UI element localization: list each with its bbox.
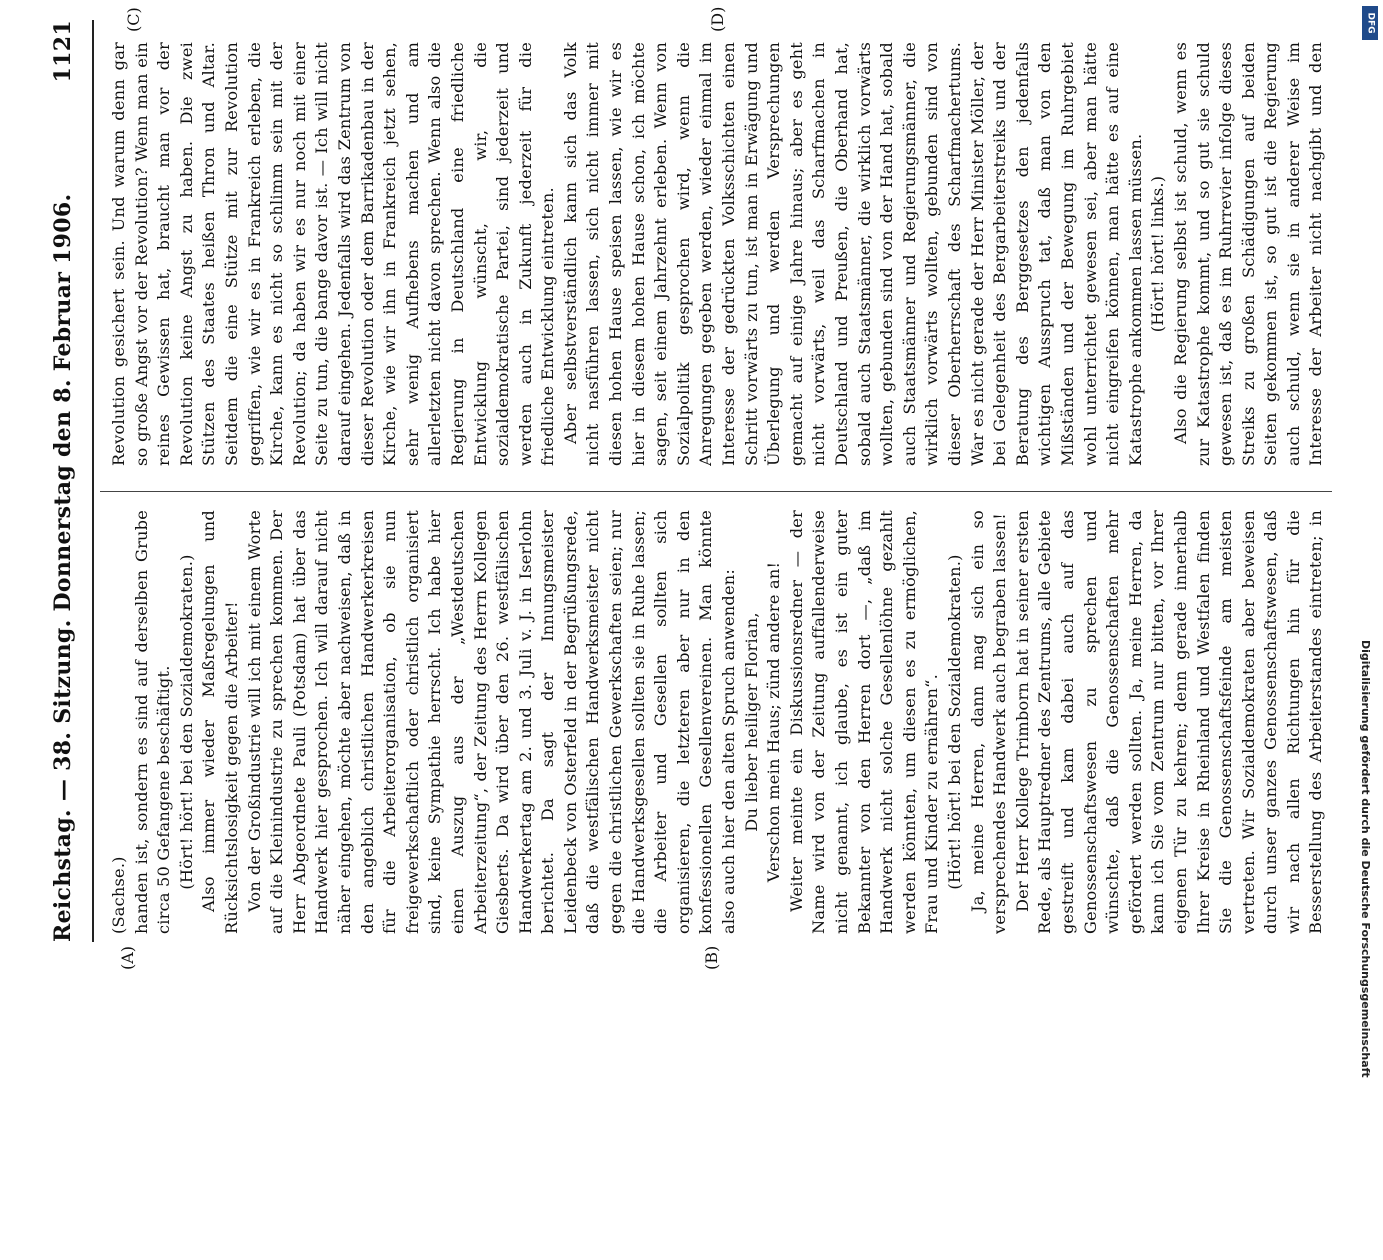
right-column-paragraph: Aber selbstverständlich kann sich das Volk nicht nasführen lassen, sich nicht immer mit diesen hohen Hause speisen lassen, wie wir es hier in diesem hohen Hause schon, ich möchte sagen, seit einem Jahrzehnt erleben. Wenn von Sozialpolitik gesprochen wird, wenn die Anregungen gegeben werden, wieder einmal im Interesse der gedrückten Volksschichten einen Schritt vorwärts zu tun, ist man in Erwägung und Überlegung und werden Versprechungen gemacht auf einige Jahre hinaus; aber es geht nicht vorwärts, weil das Scharfmachen in Deutschland und Preußen, die Oberhand hat, sobald auch Staatsmänner, die wirklich vorwärts wollten, gebunden sind von der Hand hat, sobald auch Staatsmänner und Regierungsmänner, die wirklich vorwärts wollten, gebunden sind von dieser Oberherrschaft des Scharfmachertums. War es nicht gerade der Herr Minister Möller, der bei Gelegenheit des Bergarbeiterstreiks und der Beratung des Berggesetzes den jedenfalls wichtigen Ausspruch tat, daß man von den Mißständen und der Bewegung im Ruhrgebiet wohl unterrichtet gewesen sei, aber man hätte nicht eingreifen können, man hätte es auf eine Katastrophe ankommen lassen müssen. bbox=[560, 42, 1145, 466]
margin-mark-c: (C) bbox=[124, 7, 143, 32]
left-column-paragraph: Verschon mein Haus; zünd andere an! bbox=[764, 561, 784, 883]
margin-mark-b: (B) bbox=[702, 945, 721, 970]
left-column-paragraph: (Hört! hört! bei den Sozialdemokraten.) bbox=[944, 554, 964, 890]
page-number: 1121 bbox=[50, 20, 76, 83]
left-column-paragraph: Der Herr Kollege Trimborn hat in seiner ersten Rede, als Hauptredner des Zentrums, alle Gebiete gestreift und kam dabei auch auf das Genossenschaftswesen zu sprechen und wünschte, daß die Genossenschaften mehr gefördert werden sollten. Ja, meine Herren, da kann ich Sie vom Zentrum nur bitten, vor Ihrer eigenen Tür zu kehren; denn gerade innerhalb Ihrer Kreise in Rheinland und Westfalen finden Sie die Genossenschaftsfeinde am meisten vertreten. Wir Sozialdemokraten aber beweisen durch unser ganzes Genossenschaftswesen, daß wir nach allen Richtungen hin für die Besserstellung des Arbeiterstandes eintreten; in bbox=[1012, 510, 1326, 934]
right-column-paragraph: Also die Regierung selbst ist schuld, wenn es zur Katastrophe kommt, und so gut sie schuld gewesen ist, daß es im Ruhrrevier infolge dieses Streiks zu großen Schädigungen auf beiden Seiten gekommen ist, so gut ist die Regierung auch schuld, wenn sie in anderer Weise im Interesse der Arbeiter nicht nachgibt und den bbox=[1170, 42, 1326, 466]
left-column-paragraph: Also immer wieder Maßregelungen und Rücksichtslosigkeit gegen die Arbeiter! bbox=[199, 510, 241, 934]
left-column-paragraph: Ja, meine Herren, dann mag sich ein so versprechendes Handwerk auch begraben lassen! bbox=[967, 510, 1010, 934]
left-column-paragraph: Weiter meinte ein Diskussionsredner — der Name wird von der Zeitung auffallenderweise nicht genannt, ich glaube, es ist ein guter Bekannter von den Herren dort —, „daß im Handwerk nicht solche Gesellenlöhne gezahlt werden könnten, um diesen es zu ermöglichen, Frau und Kinder zu ernähren“. bbox=[786, 510, 942, 934]
left-column-paragraph: handen ist, sondern es sind auf derselben Grube circa 50 Gefangene beschäftigt. bbox=[131, 510, 174, 934]
left-column-paragraph: (Sachse.) bbox=[109, 856, 128, 934]
right-column-paragraph: Revolution gesichert sein. Und warum denn gar so große Angst vor der Revolution? Wenn man ein reines Gewissen hat, braucht man vor der Revolution keine Angst zu haben. Die zwei Stützen des Staates heißen Thron und Altar. Seitdem die eine Stütze mit zur Revolution gegriffen, wie wir es in Frankreich erleben, die Kirche, kann es nicht so schlimm sein mit der Revolution; da haben wir es nur noch mit einer Seite zu tun, die bange davor ist. — Ich will nicht darauf eingehen. Jedenfalls wird das Zentrum von dieser Revolution oder dem Barrikadenbau in der Kirche, wie wir ihn in Frankreich jetzt sehen, sehr wenig Aufhebens machen und am allerletzten nicht davon sprechen. Wenn also die Regierung in Deutschland eine friedliche Entwicklung wünscht, wir, die sozialdemokratische Partei, sind jederzeit und werden auch in Zukunft jederzeit für die friedliche Entwicklung eintreten. bbox=[109, 42, 558, 466]
header-rule bbox=[92, 20, 94, 942]
margin-mark-a: (A) bbox=[118, 945, 137, 970]
right-column bbox=[108, 42, 1328, 466]
left-column bbox=[108, 510, 1328, 934]
left-column-paragraph: (Hört! hört! bei den Sozialdemokraten.) bbox=[176, 554, 196, 890]
digitization-credit: Digitalisierung gefördert durch die Deutsche Forschungsgemeinschaft bbox=[1359, 640, 1372, 1078]
left-column-paragraph: Von der Großindustrie will ich mit einem Worte auf die Kleinindustrie zu sprechen kommen. Der Herr Abgeordnete Pauli (Potsdam) hat über das Handwerk hier gesprochen. Ich will darauf nicht näher eingehen, möchte aber nachweisen, daß in den angeblich christlichen Handwerkerkreisen für die Arbeiterorganisation, ob sie nun freigewerkschaftlich oder christlich organisiert sind, keine Sympathie herrscht. Ich habe hier einen Auszug aus der „Westdeutschen Arbeiterzeitung“, der Zeitung des Herrn Kollegen Giesberts. Da wird über den 26. westfälischen Handwerkertag am 2. und 3. Juli v. J. in Iserlohn berichtet. Da sagt der Innungsmeister Leidenbeck von Osterfeld in der Begrüßungsrede, daß die westfälischen Handwerksmeister nicht gegen die christlichen Gewerkschaften seien; nur die Handwerksgesellen sollten sie in Ruhe lassen; die Arbeiter und Gesellen sollten sich organisieren, die letzteren aber nur in den konfessionellen Gesellenvereinen. Man könnte also auch hier den alten Spruch anwenden: bbox=[244, 510, 739, 934]
dfg-logo: DFG bbox=[1362, 6, 1378, 40]
right-column-paragraph: (Hört! hört! links.) bbox=[1148, 175, 1168, 333]
column-divider bbox=[100, 491, 1332, 492]
left-column-paragraph: Du lieber heiliger Florian, bbox=[741, 612, 761, 832]
page-header bbox=[36, 0, 86, 1000]
running-title: Reichstag. — 38. Sitzung. Donnerstag den 8. Februar 1906. bbox=[50, 193, 76, 942]
margin-mark-d: (D) bbox=[708, 6, 727, 32]
